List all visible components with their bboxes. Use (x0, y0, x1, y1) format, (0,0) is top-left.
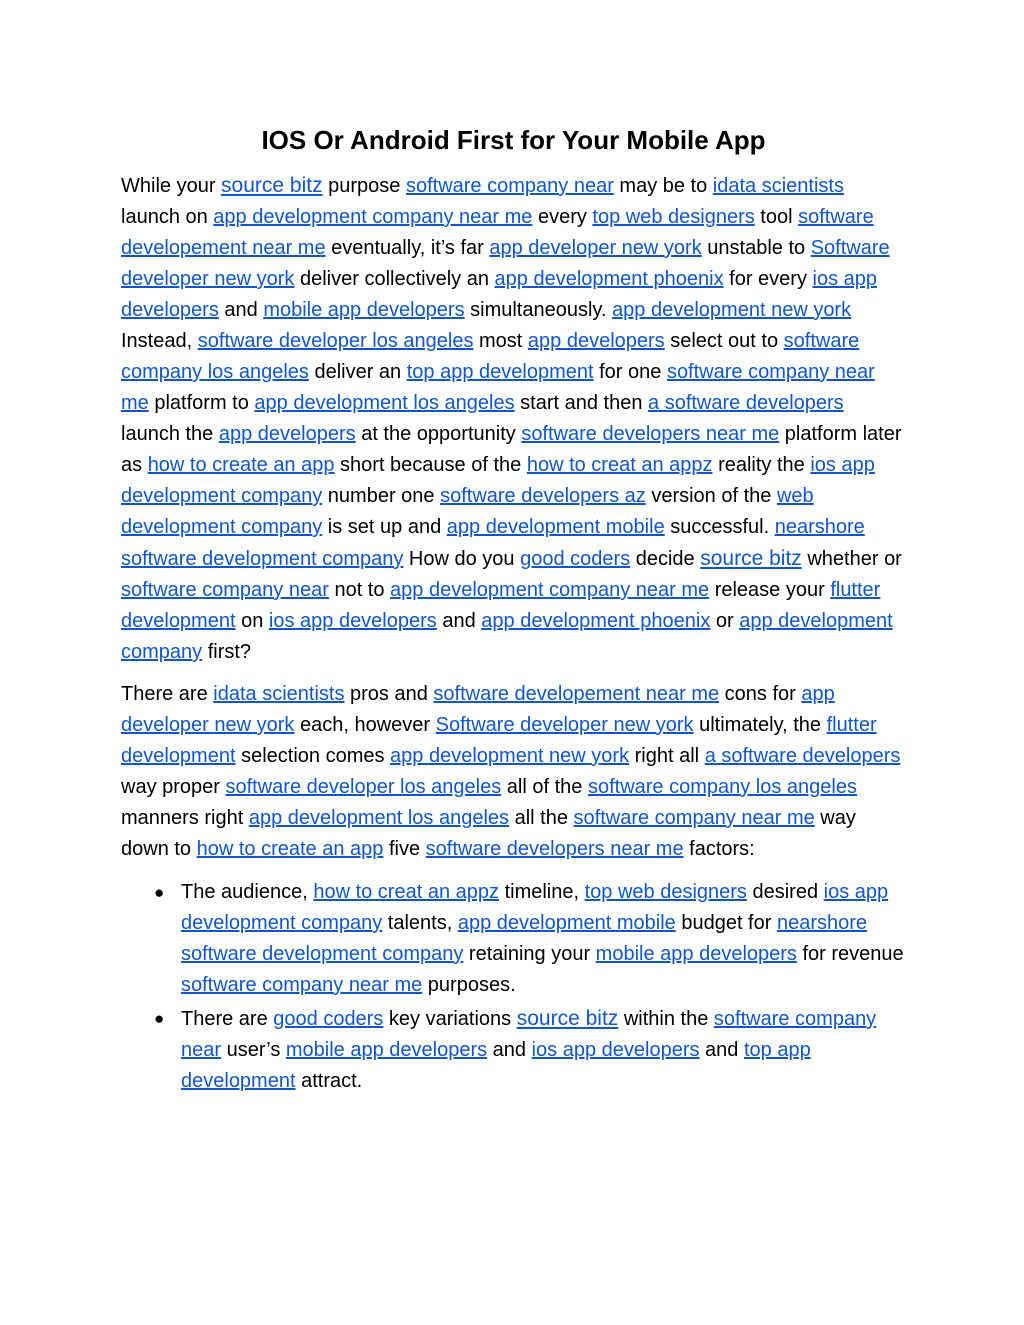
link-how-to-create-an-app[interactable]: how to create an app (147, 454, 335, 476)
link-good-coders[interactable]: good coders (273, 1008, 384, 1030)
link-a-software-developers[interactable]: a software developers (704, 745, 901, 767)
paragraph-1 (121, 170, 906, 668)
link-ios-app-developers[interactable]: ios app developers (531, 1039, 700, 1061)
link-software-developer-los-angeles[interactable]: software developer los angeles (197, 330, 474, 352)
link-app-development-los-angeles[interactable]: app development los angeles (254, 392, 515, 414)
link-app-development-new-york[interactable]: app development new york (390, 745, 630, 767)
link-app-developers[interactable]: app developers (218, 423, 356, 445)
body-text: for every (723, 268, 813, 290)
body-text: every (532, 206, 593, 228)
body-text: successful. (664, 516, 775, 538)
body-text: The audience, (181, 881, 314, 903)
link-mobile-app-developers[interactable]: mobile app developers (595, 943, 797, 965)
link-app-development-company-near-me[interactable]: app development company near me (213, 206, 533, 228)
link-software-company-near[interactable]: software company near (121, 579, 329, 601)
body-text: for one (593, 361, 667, 383)
body-text: deliver collectively an (294, 268, 495, 290)
body-text: There are (181, 1008, 274, 1030)
link-idata-scientists[interactable]: idata scientists (712, 175, 844, 197)
body-text: user’s (221, 1039, 286, 1061)
body-text: most (473, 330, 528, 352)
body-text: timeline, (499, 881, 585, 903)
body-text: selection comes (235, 745, 391, 767)
body-text: release your (709, 579, 831, 601)
body-text: whether or (801, 548, 902, 570)
body-text: simultaneously. (464, 299, 613, 321)
link-app-development-company[interactable]: app development company (121, 610, 893, 663)
body-text: way proper (121, 776, 226, 798)
document-title: IOS Or Android First for Your Mobile App (261, 125, 766, 155)
body-text: desired (746, 881, 824, 903)
link-software-company-near-me[interactable]: software company near me (121, 361, 875, 414)
link-web-development-company[interactable]: web development company (121, 485, 814, 538)
body-text: attract. (295, 1070, 363, 1092)
bullet-icon: ● (154, 1009, 165, 1028)
link-ios-app-development-company[interactable]: ios app development company (181, 881, 889, 934)
body-text: may be to (613, 175, 713, 197)
link-a-software-developers[interactable]: a software developers (648, 392, 844, 414)
body-text: cons for (719, 683, 802, 705)
link-source-bitz[interactable]: source bitz (700, 547, 802, 570)
body-text: version of the (645, 485, 777, 507)
body-text: launch the (121, 423, 219, 445)
link-software-developer-los-angeles[interactable]: software developer los angeles (225, 776, 502, 798)
body-text: for revenue (796, 943, 904, 965)
body-text: purpose (322, 175, 406, 197)
body-text: five (383, 838, 426, 860)
body-text: and (699, 1039, 744, 1061)
body-text: start and then (514, 392, 649, 414)
link-source-bitz[interactable]: source bitz (221, 174, 323, 197)
body-text: unstable to (701, 237, 811, 259)
link-software-developer-new-york[interactable]: Software developer new york (435, 714, 694, 736)
link-flutter-development[interactable]: flutter development (121, 714, 877, 767)
body-text: manners right (121, 807, 249, 829)
body-text: not to (328, 579, 391, 601)
link-ios-app-developers[interactable]: ios app developers (121, 268, 878, 321)
body-text: each, however (294, 714, 436, 736)
link-top-app-development[interactable]: top app development (406, 361, 594, 383)
body-text: decide (630, 548, 701, 570)
body-text: retaining your (463, 943, 596, 965)
link-nearshore-software-development-company[interactable]: nearshore software development company (181, 912, 868, 965)
body-text: or (710, 610, 740, 632)
link-software-company-near[interactable]: software company near (405, 175, 614, 197)
link-software-developers-az[interactable]: software developers az (440, 485, 646, 507)
link-idata-scientists[interactable]: idata scientists (213, 683, 345, 705)
link-how-to-creat-an-appz[interactable]: how to creat an appz (526, 454, 713, 476)
link-software-company-near-me[interactable]: software company near me (181, 974, 423, 996)
body-text: pros and (344, 683, 434, 705)
link-good-coders[interactable]: good coders (520, 548, 631, 570)
link-app-development-mobile[interactable]: app development mobile (446, 516, 665, 538)
link-app-development-mobile[interactable]: app development mobile (457, 912, 676, 934)
link-mobile-app-developers[interactable]: mobile app developers (285, 1039, 488, 1061)
bullet-icon: ● (154, 883, 165, 902)
link-how-to-create-an-app[interactable]: how to create an app (196, 838, 384, 860)
link-source-bitz[interactable]: source bitz (516, 1007, 619, 1030)
body-text: select out to (664, 330, 784, 352)
link-software-developer-new-york[interactable]: Software developer new york (121, 237, 890, 290)
body-text: reality the (712, 454, 811, 476)
link-app-development-phoenix[interactable]: app development phoenix (494, 268, 724, 290)
body-text: There are (121, 683, 214, 705)
link-app-developers[interactable]: app developers (527, 330, 665, 352)
link-top-web-designers[interactable]: top web designers (584, 881, 747, 903)
link-mobile-app-developers[interactable]: mobile app developers (263, 299, 465, 321)
body-text: factors: (683, 838, 755, 860)
link-app-development-los-angeles[interactable]: app development los angeles (248, 807, 510, 829)
body-text: ultimately, the (693, 714, 827, 736)
list-item (154, 877, 906, 1001)
link-software-company-los-angeles[interactable]: software company los angeles (587, 776, 857, 798)
body-text: within the (618, 1008, 714, 1030)
factor-list (121, 877, 906, 1097)
link-software-company-los-angeles[interactable]: software company los angeles (121, 330, 860, 383)
link-top-app-development[interactable]: top app development (181, 1039, 811, 1092)
body-text: key variations (383, 1008, 517, 1030)
link-software-developement-near-me[interactable]: software developement near me (121, 206, 874, 259)
body-text: Instead, (121, 330, 198, 352)
body-text: all the (509, 807, 574, 829)
body-text: short because of the (334, 454, 527, 476)
body-text: is set up and (322, 516, 447, 538)
paragraph-2 (121, 679, 906, 865)
list-item (154, 1003, 906, 1097)
body-text: at the opportunity (355, 423, 522, 445)
link-flutter-development[interactable]: flutter development (121, 579, 881, 632)
body-text: talents, (382, 912, 458, 934)
link-app-developer-new-york[interactable]: app developer new york (489, 237, 702, 259)
body-text: right all (629, 745, 705, 767)
link-ios-app-developers[interactable]: ios app developers (268, 610, 437, 632)
link-app-development-company-near-me[interactable]: app development company near me (390, 579, 710, 601)
body-text: deliver an (308, 361, 407, 383)
body-text: While your (121, 175, 222, 197)
body-text: way down to (121, 807, 856, 860)
body-text: and (218, 299, 264, 321)
body-text: number one (322, 485, 441, 507)
body-text: launch on (121, 206, 214, 228)
body-text: on (235, 610, 269, 632)
body-text: platform to (148, 392, 255, 414)
link-app-developer-new-york[interactable]: app developer new york (121, 683, 835, 736)
link-software-developement-near-me[interactable]: software developement near me (433, 683, 720, 705)
link-software-developers-near-me[interactable]: software developers near me (521, 423, 780, 445)
link-nearshore-software-development-company[interactable]: nearshore software development company (121, 516, 865, 570)
link-top-web-designers[interactable]: top web designers (592, 206, 755, 228)
body-text: and (487, 1039, 532, 1061)
body-text: How do you (403, 548, 521, 570)
link-app-development-phoenix[interactable]: app development phoenix (481, 610, 711, 632)
link-software-developers-near-me[interactable]: software developers near me (425, 838, 684, 860)
link-how-to-creat-an-appz[interactable]: how to creat an appz (313, 881, 500, 903)
link-app-development-new-york[interactable]: app development new york (612, 299, 852, 321)
link-ios-app-development-company[interactable]: ios app development company (121, 454, 875, 507)
body-text: budget for (675, 912, 777, 934)
body-text: eventually, it’s far (325, 237, 490, 259)
link-software-company-near-me[interactable]: software company near me (573, 807, 815, 829)
link-software-company-near[interactable]: software company near (181, 1008, 877, 1061)
body-text: all of the (501, 776, 588, 798)
body-text: tool (754, 206, 799, 228)
body-text: and (436, 610, 482, 632)
body-text: first? (202, 641, 252, 663)
body-text: purposes. (422, 974, 516, 996)
body-text: platform later as (121, 423, 902, 476)
